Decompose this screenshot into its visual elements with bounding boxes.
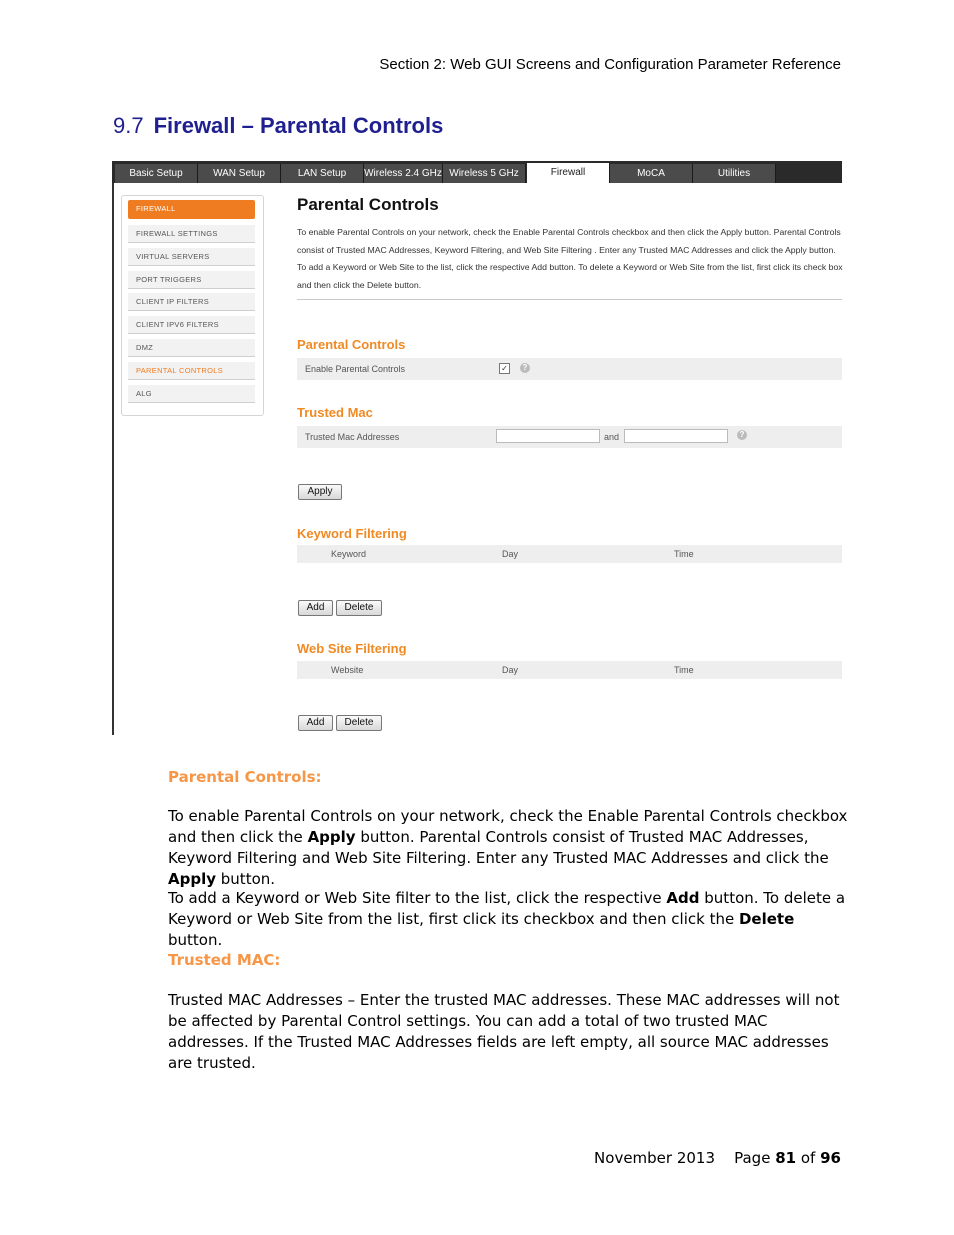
col-website: Website — [331, 665, 364, 675]
col-time: Time — [674, 665, 694, 675]
col-keyword: Keyword — [331, 549, 367, 559]
website-table-header — [297, 661, 842, 679]
keyword-filtering-heading: Keyword Filtering — [297, 526, 407, 541]
website-filtering-heading: Web Site Filtering — [297, 641, 407, 656]
sidebar-item-client-ipv6-filters[interactable]: CLIENT IPV6 FILTERS — [128, 316, 255, 334]
apply-button[interactable]: Apply — [298, 484, 342, 500]
gui-page-title: Parental Controls — [297, 195, 439, 214]
paragraph-1: To enable Parental Controls on your network, check the Enable Parental Controls checkbox and then click the Apply button. Parental Controls consist of Trusted MAC Addresses, Keyword Filtering and Web Site Filtering. Enter any Trusted MAC Addresses and click the Apply button. — [168, 807, 848, 888]
footer-date: November 2013 — [594, 1149, 716, 1167]
running-header: Section 2: Web GUI Screens and Configuration Parameter Reference — [379, 56, 841, 73]
keyword-table-header — [297, 545, 842, 563]
tab-basic-setup[interactable]: Basic Setup — [115, 164, 198, 183]
col-time: Time — [674, 549, 694, 559]
trusted-mac-subheading: Trusted MAC: — [168, 951, 281, 969]
footer-page-word: Page — [734, 1149, 771, 1167]
trusted-mac-input-2[interactable] — [624, 429, 728, 443]
col-day: Day — [502, 665, 519, 675]
parental-controls-heading: Parental Controls — [297, 337, 406, 352]
trusted-mac-heading: Trusted Mac — [297, 405, 373, 420]
keyword-delete-button[interactable]: Delete — [336, 600, 382, 616]
tab-moca[interactable]: MoCA — [610, 164, 693, 183]
tab-wan-setup[interactable]: WAN Setup — [198, 164, 281, 183]
keyword-add-button[interactable]: Add — [298, 600, 333, 616]
sidebar-item-firewall-settings[interactable]: FIREWALL SETTINGS — [128, 225, 255, 243]
gui-intro-text: To enable Parental Controls on your network, check the Enable Parental Controls checkbox and then click the Apply button. Parental Controls consist of Trusted MAC Addresses, Keyword Filtering, and Web Site Filtering . Enter any Trusted MAC Addresses and click the Apply button. To add a Keyword or Web Site to the list, click the respective Add button. To delete a Keyword or Web Site from the list, first click its check box and then click the Delete button. — [297, 227, 843, 290]
tab-wireless-5[interactable]: Wireless 5 GHz — [443, 164, 526, 183]
page-footer — [0, 1148, 841, 1169]
sidebar-item-port-triggers[interactable]: PORT TRIGGERS — [128, 271, 255, 289]
sidebar-item-virtual-servers[interactable]: VIRTUAL SERVERS — [128, 248, 255, 266]
trusted-mac-label: Trusted Mac Addresses — [305, 432, 400, 442]
sidebar-item-parental-controls[interactable]: PARENTAL CONTROLS — [128, 362, 255, 380]
sidebar — [121, 195, 264, 416]
trusted-mac-input-1[interactable] — [496, 429, 600, 443]
footer-page-number: 81 — [775, 1149, 797, 1167]
and-label: and — [604, 432, 620, 442]
tab-utilities[interactable]: Utilities — [693, 164, 776, 183]
section-number: 9.7 — [113, 113, 144, 138]
top-nav-bar — [112, 161, 842, 183]
footer-of-word: of — [800, 1149, 816, 1167]
parental-controls-subheading: Parental Controls: — [168, 768, 322, 786]
divider — [297, 299, 842, 300]
paragraph-2: To add a Keyword or Web Site filter to the list, click the respective Add button. To delete a Keyword or Web Site from the list, first click its checkbox and then click the Delete button. — [168, 889, 846, 949]
section-title: Firewall – Parental Controls — [153, 113, 444, 138]
tab-wireless-24[interactable]: Wireless 2.4 GHz — [364, 164, 443, 183]
sidebar-item-dmz[interactable]: DMZ — [128, 339, 255, 357]
website-add-button[interactable]: Add — [298, 715, 333, 731]
website-delete-button[interactable]: Delete — [336, 715, 382, 731]
enable-parental-label: Enable Parental Controls — [305, 364, 406, 374]
help-icon[interactable]: ? — [737, 430, 747, 440]
sidebar-item-client-ip-filters[interactable]: CLIENT IP FILTERS — [128, 293, 255, 311]
col-day: Day — [502, 549, 519, 559]
tab-firewall[interactable]: Firewall — [527, 163, 610, 183]
enable-parental-row — [297, 358, 842, 380]
help-icon[interactable]: ? — [520, 363, 530, 373]
tab-lan-setup[interactable]: LAN Setup — [281, 164, 364, 183]
footer-total-pages: 96 — [820, 1149, 841, 1167]
sidebar-header-firewall[interactable]: FIREWALL — [128, 200, 255, 219]
sidebar-item-alg[interactable]: ALG — [128, 385, 255, 403]
gui-left-border — [112, 183, 114, 735]
enable-parental-checkbox[interactable]: ✓ — [499, 363, 510, 374]
trusted-mac-row — [297, 426, 842, 448]
paragraph-3: Trusted MAC Addresses – Enter the trusted MAC addresses. These MAC addresses will not be affected by Parental Control settings. You can add a total of two trusted MAC addresses. If the Trusted MAC Addresses fields are left empty, all source MAC addresses are trusted. — [168, 991, 840, 1072]
section-heading — [113, 113, 443, 139]
